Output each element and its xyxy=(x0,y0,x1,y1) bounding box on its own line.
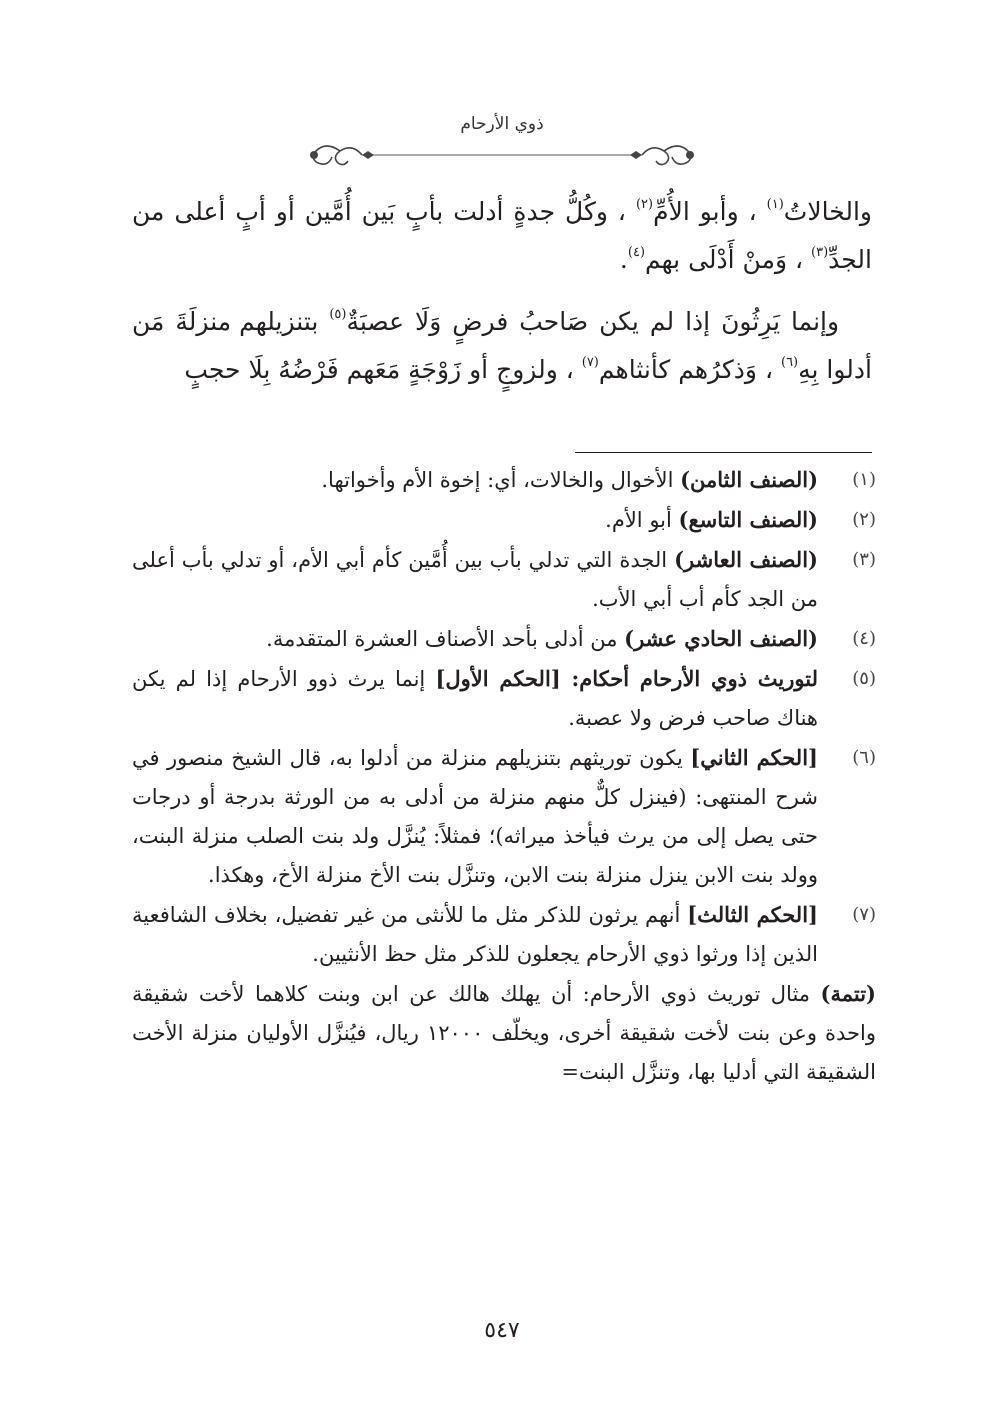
text-run: ، ولزوجٍ أو زَوْجَةٍ مَعَهم فَرْضُهُ بِلَا حجبٍ xyxy=(184,355,574,384)
footnote-text: الأخوال والخالات، أي: إخوة الأم وأخواتها. xyxy=(321,468,674,492)
footnote-separator xyxy=(575,452,872,453)
footnote-lead: (الصنف الثامن) xyxy=(680,467,818,492)
ornament-divider-icon xyxy=(300,138,704,172)
footnote-item xyxy=(132,659,876,738)
footnote-lead: [الحكم الثاني] xyxy=(690,745,818,770)
footnote-number: (٤) xyxy=(852,628,876,649)
footnote-ref: (٤) xyxy=(627,245,646,260)
footnote-lead: (الصنف الحادي عشر) xyxy=(624,626,818,651)
footnote-number: (١) xyxy=(852,469,876,490)
footnote-ref: (٥) xyxy=(329,307,347,322)
text-run: وإنما يَرِثُونَ إذا لم يكن صَاحبُ فرضٍ وَلَا عصبَةٌ xyxy=(346,307,840,336)
footnote-lead: لتوريث ذوي الأرحام أحكام: [الحكم الأول] xyxy=(435,666,818,691)
text-run: . xyxy=(619,245,628,274)
footnote-number: (٣) xyxy=(852,549,876,570)
main-text xyxy=(132,188,872,394)
main-paragraph-1 xyxy=(132,188,872,284)
tatimma-note xyxy=(132,974,876,1092)
footnote-ref: (١) xyxy=(766,197,784,212)
footnote-text: إنما يرث ذوو الأرحام إذا لم يكن هناك صاحب فرض ولا عصبة. xyxy=(132,667,818,730)
text-run: ، وَذكرُهم كأنثاهم xyxy=(598,355,774,384)
footnote-item xyxy=(132,460,876,500)
text-run: ، وكُلُّ جدةٍ أدلت بأبٍ بَين أُمَّين أو أبٍ أعلى من الجدِّ xyxy=(132,197,872,274)
text-run: ، وأبو الأُمِّ xyxy=(653,197,757,226)
footnote-text: أبو الأم. xyxy=(605,508,672,532)
tatimma-lead: (تتمة) xyxy=(820,981,876,1006)
footnote-item xyxy=(132,540,876,619)
footnote-text: الجدة التي تدلي بأب بين أُمَّين كأم أبي الأم، أو تدلي بأب أعلى من الجد كأم أب أبي الأب. xyxy=(132,548,818,611)
footnote-lead: (الصنف التاسع) xyxy=(678,507,818,532)
footnote-ref: (٦) xyxy=(780,355,799,370)
footnote-item xyxy=(132,619,876,659)
footnote-number: (٢) xyxy=(852,509,876,530)
main-paragraph-2 xyxy=(132,298,872,394)
footnote-lead: [الحكم الثالث] xyxy=(687,902,818,927)
footnote-ref: (٧) xyxy=(581,355,599,370)
footnote-item xyxy=(132,895,876,974)
footnote-text: من أدلى بأحد الأصناف العشرة المتقدمة. xyxy=(266,627,618,651)
text-run: ، وَمنْ أَدْلَى بهم xyxy=(645,245,804,274)
text-run: بتنزيلهم منزلَةَ مَن أدلوا بِهِ xyxy=(132,307,872,384)
text-run: والخالاتُ xyxy=(783,197,872,226)
footnote-number: (٥) xyxy=(852,668,876,689)
running-header xyxy=(0,112,1004,172)
footnote-item xyxy=(132,500,876,540)
footnote-ref: (٣) xyxy=(811,245,829,260)
footnote-item xyxy=(132,738,876,895)
footnote-lead: (الصنف العاشر) xyxy=(674,547,818,572)
footnotes xyxy=(132,460,876,1092)
footnote-number: (٧) xyxy=(852,904,876,925)
footnote-text: يكون توريثهم بتنزيلهم منزلة من أدلوا به، قال الشيخ منصور في شرح المنتهى: (فينزل كلٌّ منهم منزلة من أدلى به من الورثة بدرجة أو درجات حتى يصل إلى من يرث فيأخذ ميراثه)؛ فمثلاً: يُنزَّل ولد بنت الصلب منزلة البنت، وولد بنت الابن ينزل منزلة بنت الابن، وتنزَّل بنت الأخ منزلة الأخ، وهكذا. xyxy=(132,746,818,887)
header-title: ذوي الأرحام xyxy=(460,114,544,134)
footnote-ref: (٢) xyxy=(635,197,654,212)
footnote-number: (٦) xyxy=(852,747,876,768)
footnote-text: أنهم يرثون للذكر مثل ما للأنثى من غير تفضيل، بخلاف الشافعية الذين إذا ورثوا ذوي الأرحام يجعلون للذكر مثل حظ الأنثيين. xyxy=(132,903,818,966)
tatimma-text: مثال توريث ذوي الأرحام: أن يهلك هالك عن ابن وبنت كلاهما لأخت شقيقة واحدة وعن بنت لأخت شقيقة أخرى، ويخلّف ١٢٠٠٠ ريال، فيُنزَّل الأوليان منزلة الأخت الشقيقة التي أدليا بها، وتنزَّل البنت= xyxy=(132,982,876,1084)
page-number: ٥٤٧ xyxy=(484,1318,520,1343)
